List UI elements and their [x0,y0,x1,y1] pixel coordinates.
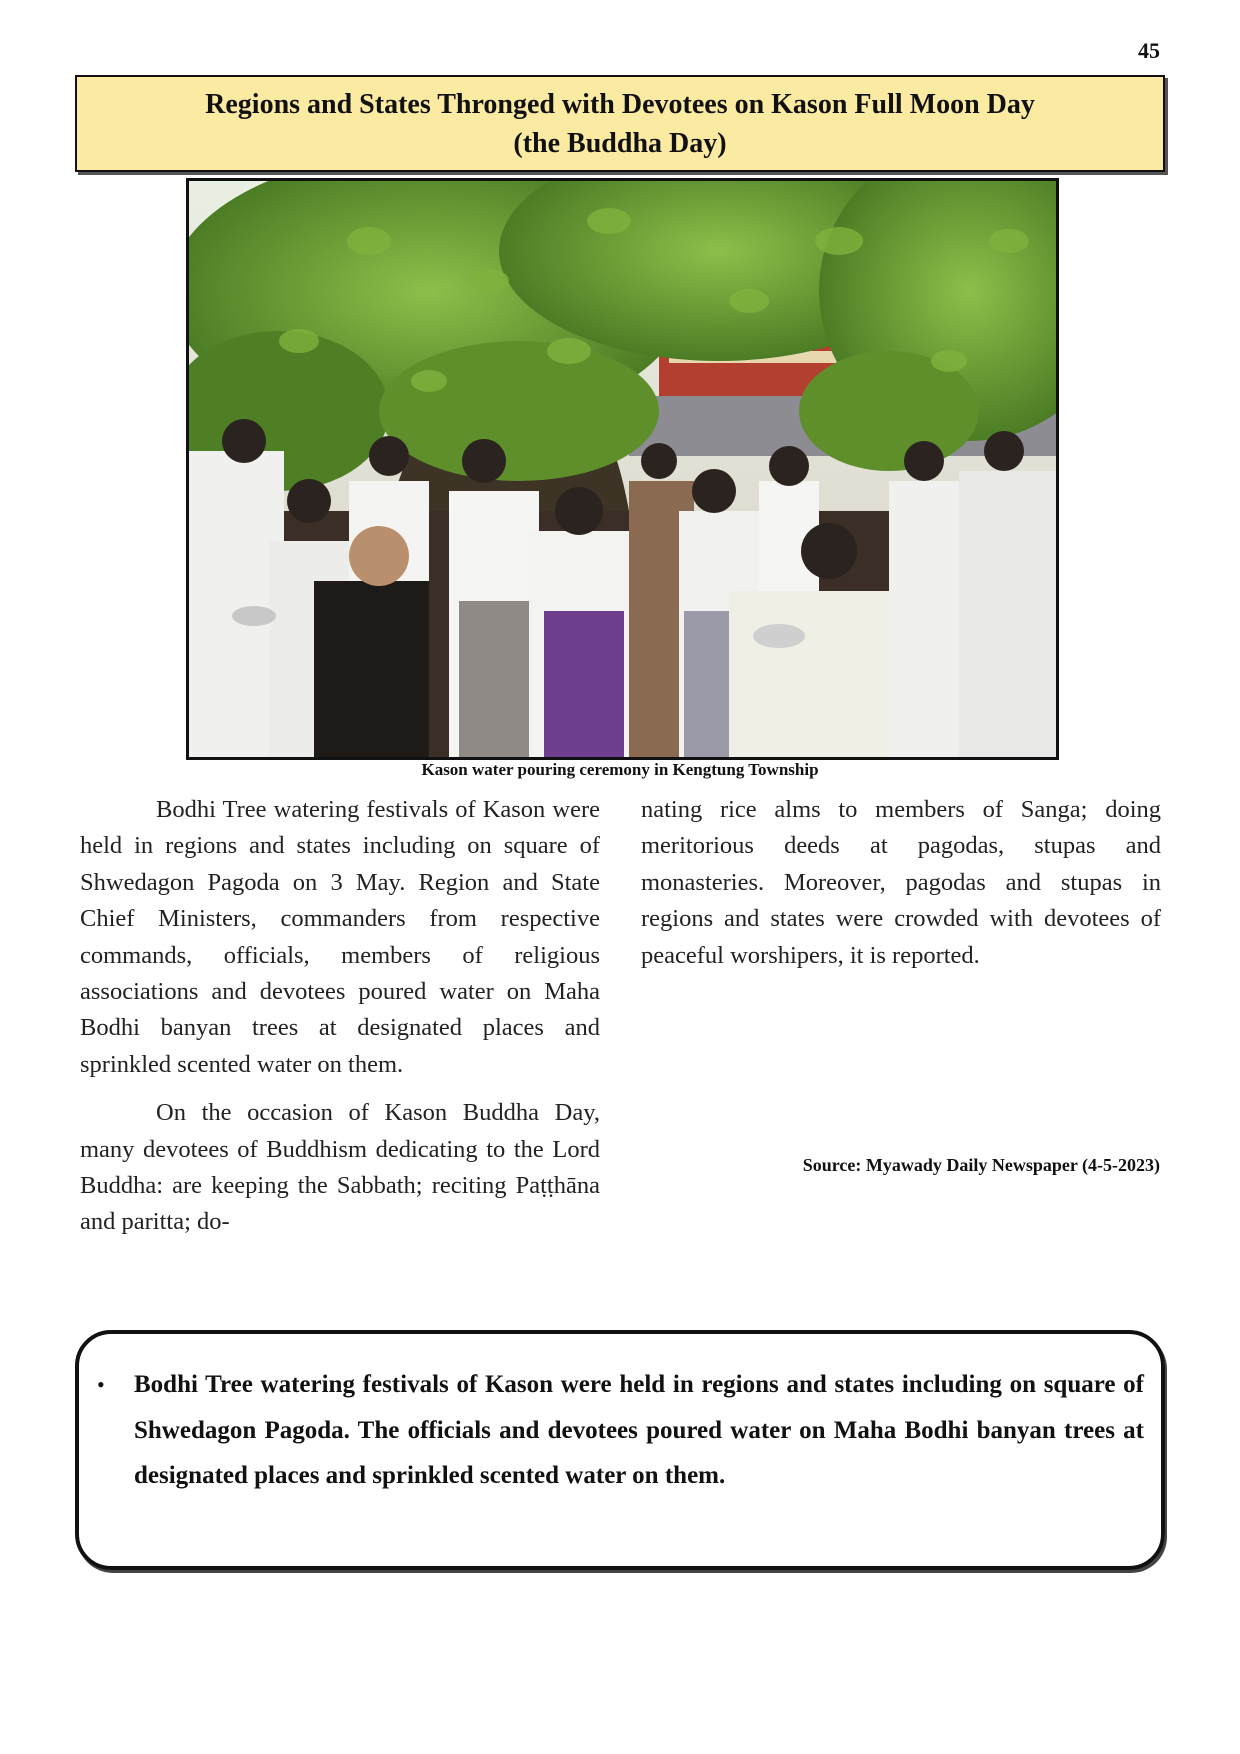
title-line-1: Regions and States Thronged with Devotees on Kason Full Moon Day [205,88,1035,120]
article-paragraph-2-start: On the occasion of Kason Buddha Day, many devotees of Buddhism dedicating to the Lord Buddha: are keeping the Sabbath; reciting Paṭṭhāna and paritta; do- [80,1099,600,1236]
article-column-left [80,792,600,1241]
ceremony-photo [186,178,1059,760]
article-column-right [641,792,1161,974]
page-number: 45 [1138,38,1160,63]
source-credit: Source: Myawady Daily Newspaper (4-5-2023) [802,1155,1160,1175]
page-title [140,85,1100,163]
title-banner [75,75,1165,172]
summary-box [75,1330,1165,1570]
title-line-2: (the Buddha Day) [513,127,727,159]
article-paragraph-2-end: nating rice alms to members of Sanga; doing meritorious deeds at pagodas, stupas and monasteries. Moreover, pagodas and stupas in regions and states were crowded with devotees of peaceful worshipers, it is reported. [641,796,1161,969]
bullet-icon: • [97,1372,105,1397]
article-paragraph-1: Bodhi Tree watering festivals of Kason were held in regions and states including on square of Shwedagon Pagoda on 3 May. Region and State Chief Ministers, commanders from respective commands, officials, members of religious associations and devotees poured water on Maha Bodhi banyan trees at designated places and sprinkled scented water on them. [80,796,600,1078]
summary-text: Bodhi Tree watering festivals of Kason were held in regions and states including on square of Shwedagon Pagoda. The officials and devotees poured water on Maha Bodhi banyan trees at designated places and sprinkled scented water on them. [134,1371,1144,1489]
photo-caption: Kason water pouring ceremony in Kengtung Township [421,760,819,779]
